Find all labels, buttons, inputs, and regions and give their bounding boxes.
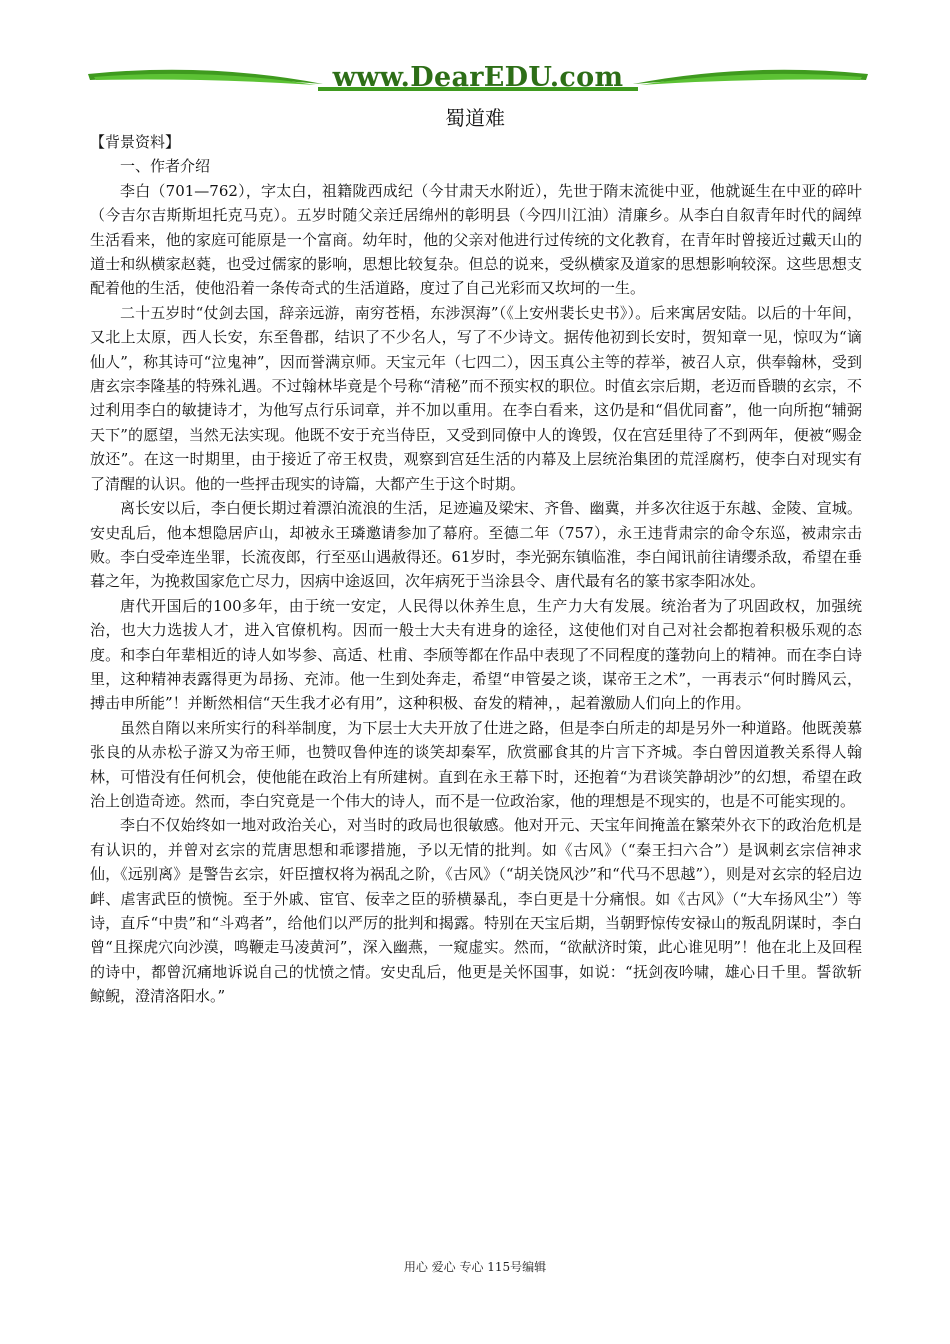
document-title: 蜀道难 — [445, 106, 505, 130]
site-banner — [88, 60, 868, 106]
subsection-heading: 一、作者介绍 — [120, 157, 211, 176]
paragraph-6: 李白不仅始终如一地对政治关心，对当时的政局也很敏感。他对开元、天宝年间掩盖在繁荣外衣下的政治危机是有认识的，并曾对玄宗的荒唐思想和乖谬措施，予以无情的批判。如《古风》（“秦王扫六合”）是讽刺玄宗信神求仙，《远别离》是警告玄宗，奸臣擅权将为祸乱之阶，《古风》（“胡关饶风沙”和“代马不思越”），则是对玄宗的轻启边衅、虐害武臣的愤惋。至于外戚、宦官、佞幸之臣的骄横暴乱，李白更是十分痛恨。如《古风》（“大车扬风尘”）等诗，直斥“中贵”和“斗鸡者”，给他们以严厉的批判和揭露。特别在天宝后期，当朝野惊传安禄山的叛乱阴谋时，李白曾“且探虎穴向沙漠，鸣鞭走马凌黄河”，深入幽燕，一窥虚实。然而，“欲献济时策，此心谁见明”！他在北上及回程的诗中，都曾沉痛地诉说自己的忧愤之情。安史乱后，他更是关怀国事，如说：“抚剑夜吟啸，雄心日千里。誓欲斩鲸鲵，澄清洛阳水。” — [90, 816, 862, 1006]
page-footer: 用心 爱心 专心 115号编辑 — [403, 1260, 547, 1274]
paragraph-1: 李白（701—762），字太白，祖籍陇西成纪（今甘肃天水附近），先世于隋末流徙中亚，他就诞生在中亚的碎叶（今吉尔吉斯斯坦托克马克）。五岁时随父亲迁居绵州的彰明县（今四川江油）清廉乡。从李白自叙青年时代的阔绰生活看来，他的家庭可能原是一个富商。幼年时，他的父亲对他进行过传统的文化教育，在青年时曾接近过戴天山的道士和纵横家赵蕤，也受过儒家的影响，思想比较复杂。但总的说来，受纵横家及道家的思想影响较深。这些思想支配着他的生活，使他沿着一条传奇式的生活道路，度过了自己光彩而又坎坷的一生。 — [90, 181, 862, 298]
paragraph-2: 二十五岁时“仗剑去国，辞亲远游，南穷苍梧，东涉溟海”（《上安州裴长史书》）。后来寓居安陆。以后的十年间，又北上太原，西人长安，东至鲁郡，结识了不少名人，写了不少诗文。据传他初到长安时，贺知章一见，惊叹为“谪仙人”，称其诗可“泣鬼神”，因而誉满京师。天宝元年（七四二），因玉真公主等的荐举，被召人京，供奉翰林，受到唐玄宗李隆基的特殊礼遇。不过翰林毕竟是个号称“清秘”而不预实权的职位。时值玄宗后期，老迈而昏聩的玄宗，不过利用李白的敏捷诗才，为他写点行乐词章，并不加以重用。在李白看来，这仍是和“倡优同畜”，他一向所抱“辅弼天下”的愿望，当然无法实现。他既不安于充当侍臣，又受到同僚中人的谗毁，仅在宫廷里待了不到两年，便被“赐金放还”。在这一时期里，由于接近了帝王权贵，观察到宫廷生活的内幕及上层统治集团的荒淫腐朽，使李白对现实有了清醒的认识。他的一些抨击现实的诗篇，大都产生于这个时期。 — [90, 303, 862, 493]
paragraph-5: 虽然自隋以来所实行的科举制度，为下层士大夫开放了仕进之路，但是李白所走的却是另外一种道路。他既羡慕张良的从赤松子游又为帝王师，也赞叹鲁仲连的谈笑却秦军，欣赏郦食其的片言下齐城。李白曾因道教关系得人翰林，可惜没有任何机会，使他能在政治上有所建树。直到在永王幕下时，还抱着“为君谈笑静胡沙”的幻想，希望在政治上创造奇迹。然而，李白究竟是一个伟大的诗人，而不是一位政治家，他的理想是不现实的，也是不可能实现的。 — [90, 718, 862, 810]
section-label: 【背景资料】 — [90, 133, 181, 151]
paragraph-3: 离长安以后，李白便长期过着漂泊流浪的生活，足迹遍及梁宋、齐鲁、幽冀，并多次往返于东越、金陵、宣城。安史乱后，他本想隐居庐山，却被永王璘邀请参加了幕府。至德二年（757），永王违背肃宗的命令东巡，被肃宗击败。李白受牵连坐罪，长流夜郎，行至巫山遇赦得还。61岁时，李光弼东镇临淮，李白闻讯前往请缨杀敌，希望在垂暮之年，为挽救国家危亡尽力，因病中途返回，次年病死于当涂县令、唐代最有名的篆书家李阳冰处。 — [90, 499, 862, 591]
paragraph-4: 唐代开国后的100多年，由于统一安定，人民得以休养生息，生产力大有发展。统治者为了巩固政权，加强统治，也大力选拔人才，进入官僚机构。因而一般士大夫有进身的途径，这使他们对自己对社会都抱着积极乐观的态度。和李白年辈相近的诗人如岑参、高适、杜甫、李颀等都在作品中表现了不同程度的蓬勃向上的精神。而在李白诗里，这种精神表露得更为昂扬、充沛。他一生到处奔走，希望“申管晏之谈，谋帝王之术”，一再表示“何时腾风云，搏击申所能”！并断然相信“天生我才必有用”，这种积极、奋发的精神，，起着激励人们向上的作用。 — [90, 596, 862, 713]
document-body — [90, 130, 862, 1009]
site-name: www.DearEDU.com — [332, 62, 624, 93]
